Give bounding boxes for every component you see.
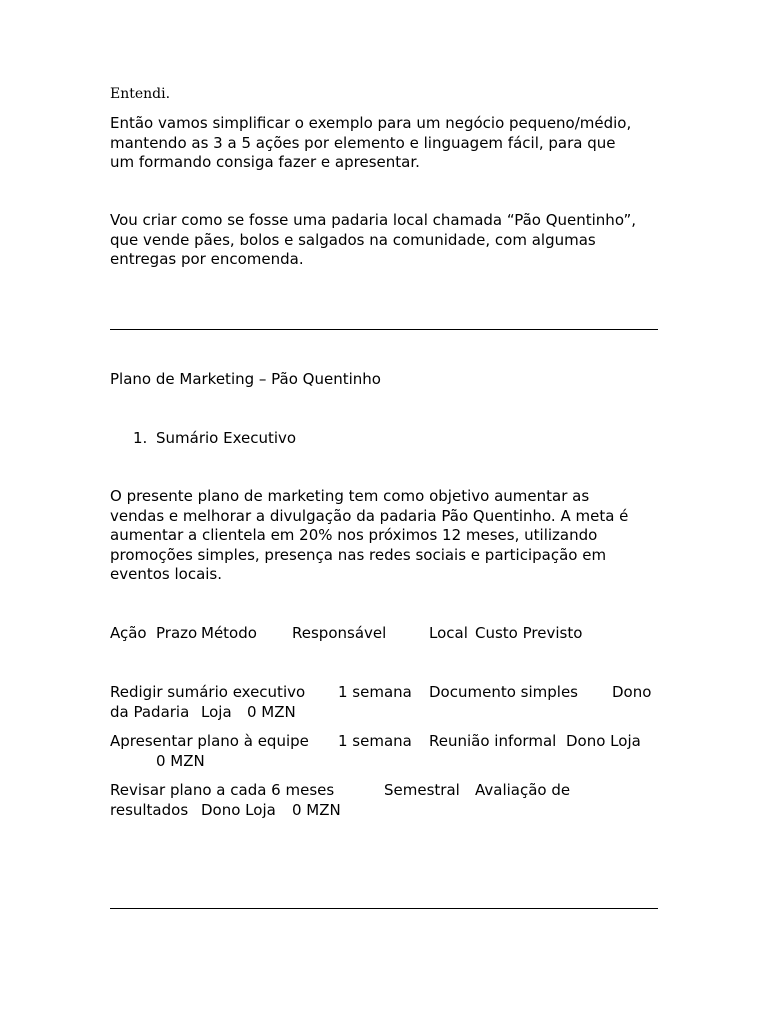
text-line: Vou criar como se fosse uma padaria local chamada “Pão Quentinho”, <box>110 211 636 229</box>
text-line: mantendo as 3 a 5 ações por elemento e linguagem fácil, para que <box>110 133 616 152</box>
table-row <box>110 781 658 821</box>
summary-paragraph <box>110 487 658 585</box>
row-cell: Dono <box>612 683 652 701</box>
header-prazo: Prazo <box>156 624 198 642</box>
table-row <box>110 732 658 772</box>
header-responsavel: Responsável <box>292 624 387 642</box>
row-cell: Semestral <box>384 781 460 799</box>
row-cell: resultados <box>110 800 189 819</box>
plan-title: Plano de Marketing – Pão Quentinho <box>110 370 381 388</box>
header-custo: Custo Previsto <box>475 624 583 642</box>
text-line: entregas por encomenda. <box>110 250 304 269</box>
list-number: 1. <box>133 429 148 447</box>
table-header <box>110 624 658 644</box>
row-cell: Redigir sumário executivo <box>110 683 306 701</box>
text-line: vendas e melhorar a divulgação da padaria Pão Quentinho. A meta é <box>110 506 629 525</box>
row-cell: Revisar plano a cada 6 meses <box>110 781 335 799</box>
section-title: Sumário Executivo <box>156 429 297 447</box>
table-row <box>110 683 658 723</box>
row-cell: 0 MZN <box>247 702 296 721</box>
row-cell: Reunião informal <box>429 732 557 750</box>
row-cell: 0 MZN <box>156 751 205 770</box>
text-line: Então vamos simplificar o exemplo para um negócio pequeno/médio, <box>110 114 632 132</box>
document-page <box>110 0 658 1024</box>
row-cell: 1 semana <box>338 732 412 750</box>
text-line: aumentar a clientela em 20% nos próximos 12 meses, utilizando <box>110 526 598 545</box>
intro-paragraph-2 <box>110 211 658 270</box>
row-cell: da Padaria <box>110 702 190 721</box>
row-cell: 1 semana <box>338 683 412 701</box>
text-line: promoções simples, presença nas redes sociais e participação em <box>110 545 607 564</box>
section-heading <box>110 429 658 449</box>
text-line: eventos locais. <box>110 565 223 584</box>
row-cell: Loja <box>201 702 232 721</box>
intro-paragraph-1 <box>110 114 658 173</box>
row-cell: Avaliação de <box>475 781 571 799</box>
text-line: O presente plano de marketing tem como objetivo aumentar as <box>110 487 590 505</box>
horizontal-rule <box>110 329 658 330</box>
header-local: Local <box>429 624 468 642</box>
row-cell: 0 MZN <box>292 800 341 819</box>
header-metodo: Método <box>201 624 257 642</box>
row-cell: Documento simples <box>429 683 578 701</box>
text-line: que vende pães, bolos e salgados na comunidade, com algumas <box>110 230 596 249</box>
header-acao: Ação <box>110 624 147 642</box>
text-line: um formando consiga fazer e apresentar. <box>110 153 420 172</box>
horizontal-rule <box>110 908 658 909</box>
row-cell: Dono Loja <box>201 800 276 819</box>
row-cell: Dono Loja <box>566 732 641 750</box>
greeting: Entendi. <box>110 86 171 102</box>
row-cell: Apresentar plano à equipe <box>110 732 309 750</box>
